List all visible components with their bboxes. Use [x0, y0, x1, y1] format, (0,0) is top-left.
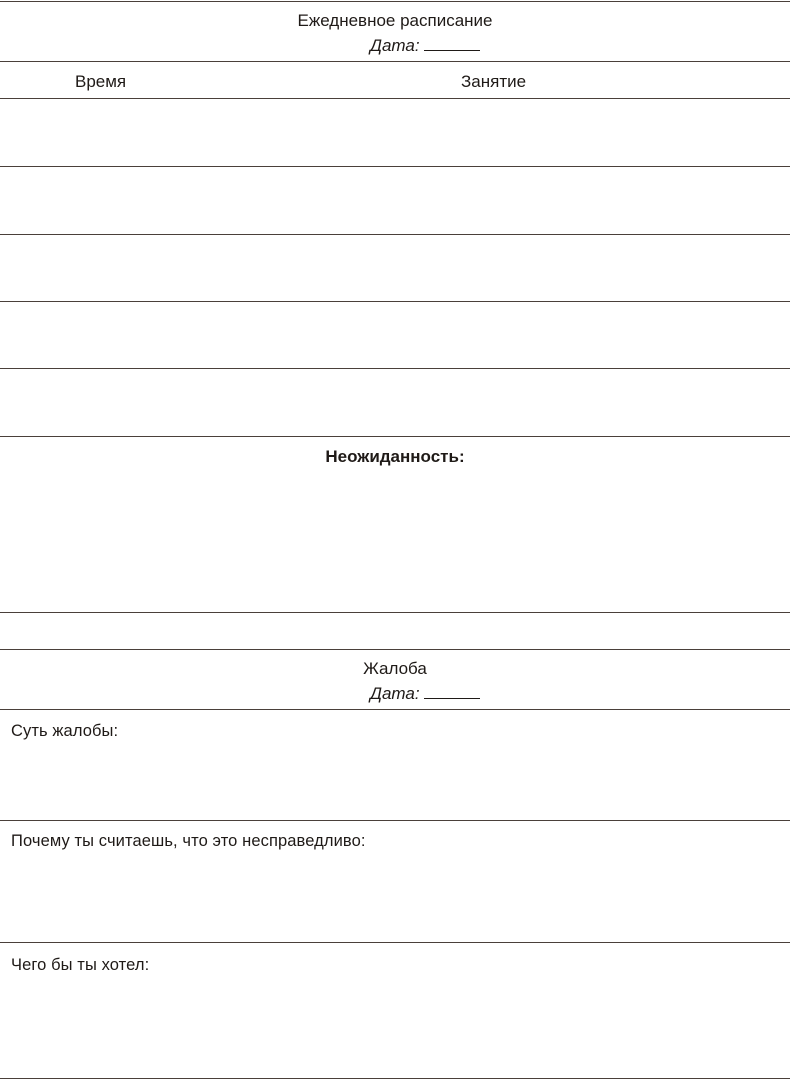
complaint-date	[370, 684, 480, 704]
complaint-essence-label: Суть жалобы:	[11, 722, 119, 740]
column-header-activity: Занятие	[461, 72, 527, 91]
schedule-title: Ежедневное расписание	[297, 11, 493, 30]
surprise-bottom-rule	[0, 612, 790, 613]
complaint-why-unfair-area[interactable]	[0, 854, 790, 942]
complaint-essence-area[interactable]	[0, 744, 790, 820]
complaint-why-unfair-label: Почему ты считаешь, что это несправедливо:	[11, 832, 366, 850]
surprise-area[interactable]	[0, 470, 790, 612]
schedule-row-rule-5	[0, 436, 790, 437]
complaint-what-want-label: Чего бы ты хотел:	[11, 956, 150, 974]
schedule-title-rule	[0, 61, 790, 62]
complaint-essence-rule	[0, 820, 790, 821]
complaint-what-want-area[interactable]	[0, 978, 790, 1078]
schedule-row-4[interactable]	[0, 302, 790, 368]
column-header-time: Время	[75, 72, 127, 91]
schedule-date-field[interactable]	[424, 36, 480, 51]
complaint-why-unfair-rule	[0, 942, 790, 943]
complaint-title-rule	[0, 709, 790, 710]
schedule-row-1[interactable]	[0, 99, 790, 166]
schedule-date	[370, 36, 480, 56]
schedule-row-5[interactable]	[0, 369, 790, 436]
top-rule	[0, 1, 790, 2]
bottom-rule	[0, 1078, 790, 1079]
section-divider-rule	[0, 649, 790, 650]
complaint-date-label: Дата:	[370, 684, 420, 703]
complaint-date-field[interactable]	[424, 684, 480, 699]
schedule-row-2[interactable]	[0, 167, 790, 234]
complaint-title: Жалоба	[363, 659, 427, 678]
schedule-date-label: Дата:	[370, 36, 420, 55]
schedule-row-3[interactable]	[0, 235, 790, 301]
surprise-label: Неожиданность:	[325, 447, 465, 466]
